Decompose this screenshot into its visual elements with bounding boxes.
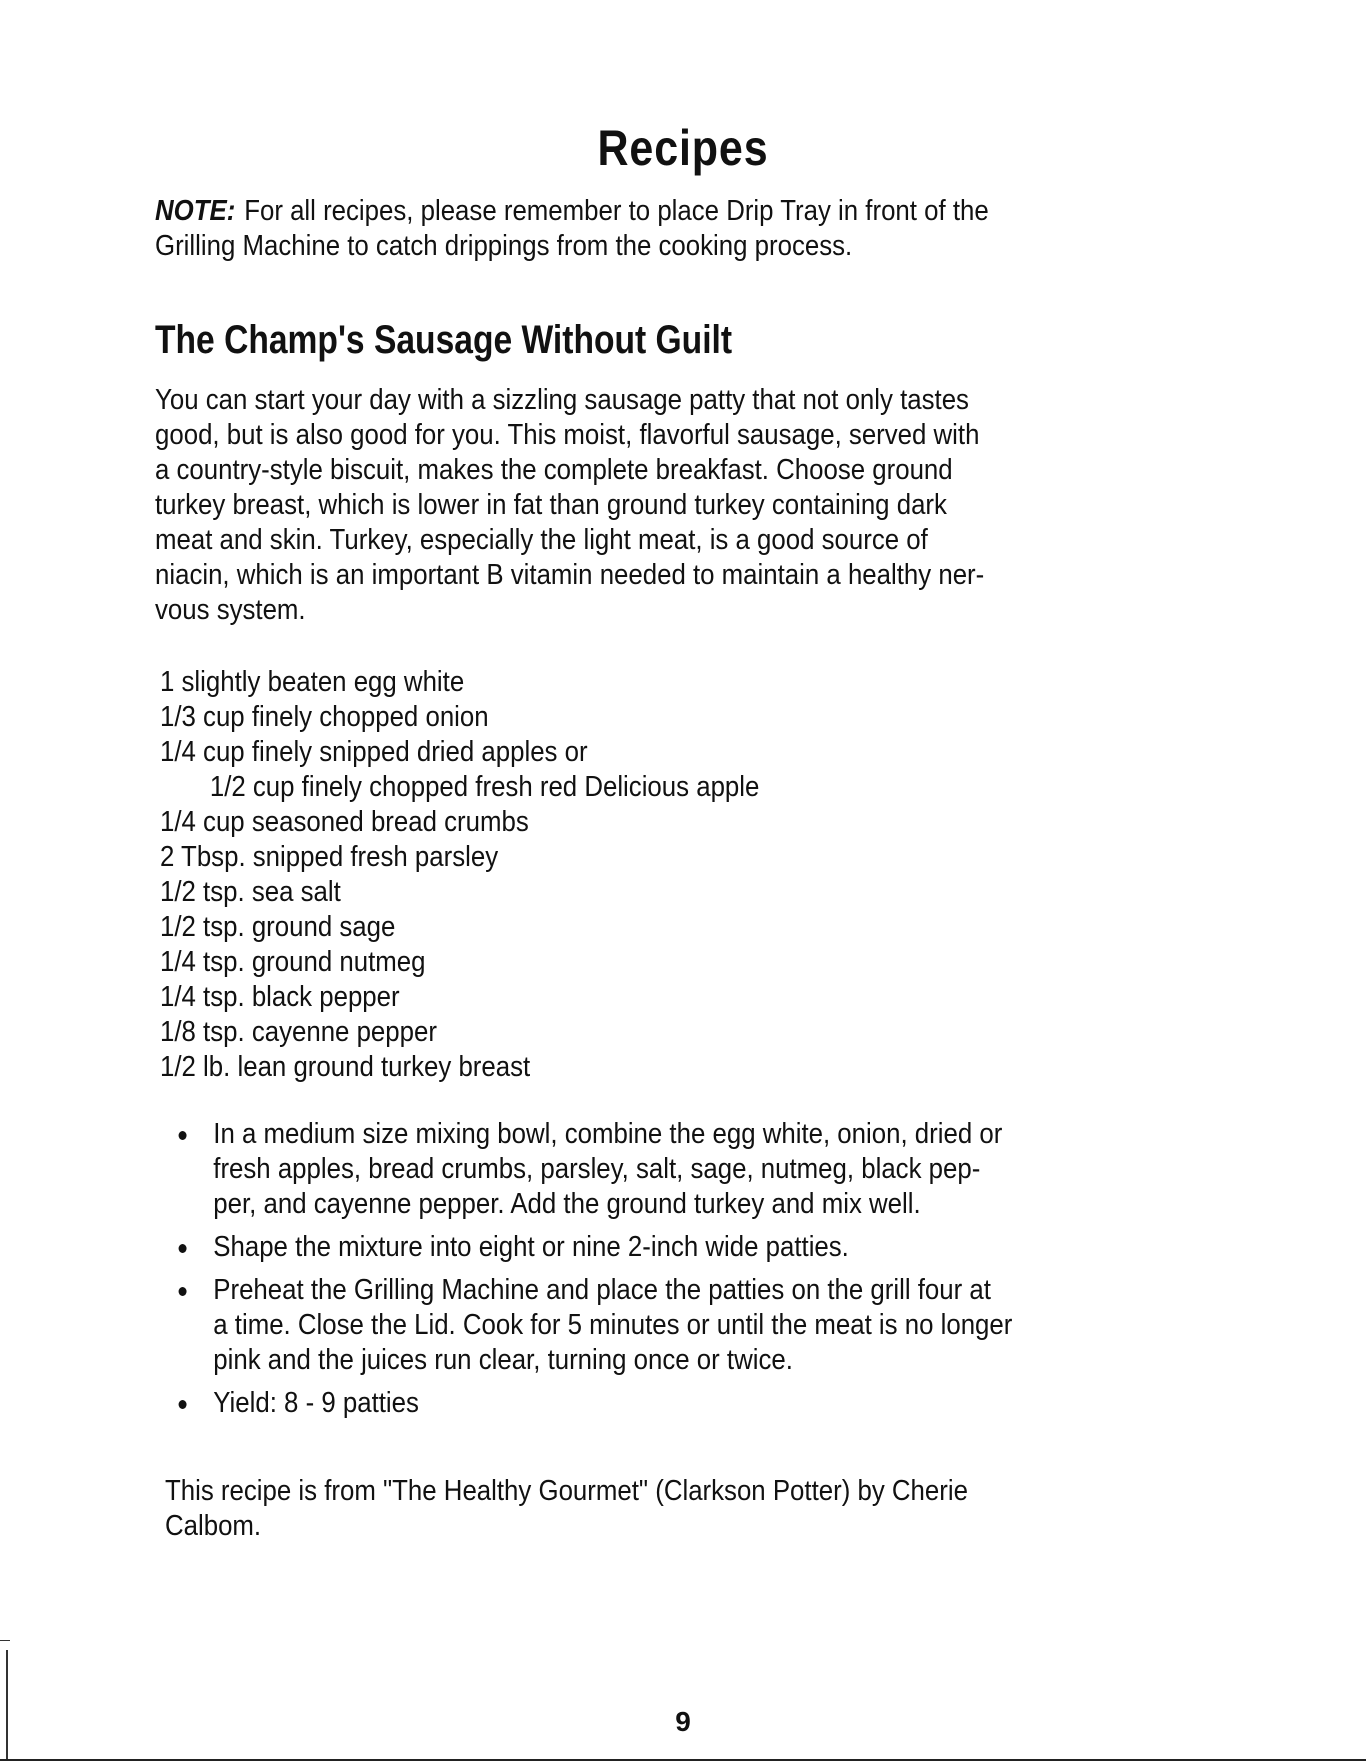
ingredient-item: 1/2 tsp. sea salt <box>160 876 341 908</box>
step-line: a time. Close the Lid. Cook for 5 minutes or until the meat is no longer <box>213 1309 1013 1341</box>
ingredient-item: 1/8 tsp. cayenne pepper <box>160 1016 437 1048</box>
ingredient-list <box>160 665 759 1085</box>
bullet-icon <box>179 1131 187 1140</box>
ingredient-item: 1/4 cup finely snipped dried apples or <box>160 736 588 768</box>
page-title: Recipes <box>597 120 769 176</box>
step-line: Preheat the Grilling Machine and place the patties on the grill four at <box>213 1274 991 1306</box>
bullet-icon <box>179 1287 187 1296</box>
intro-line: turkey breast, which is lower in fat than ground turkey containing dark <box>155 489 947 521</box>
step-line: fresh apples, bread crumbs, parsley, salt, sage, nutmeg, black pep- <box>213 1153 981 1185</box>
intro-line: meat and skin. Turkey, especially the light meat, is a good source of <box>155 524 928 556</box>
step-item <box>175 1230 1012 1265</box>
step-line: Shape the mixture into eight or nine 2-inch wide patties. <box>213 1231 849 1263</box>
ingredient-item: 1/3 cup finely chopped onion <box>160 701 489 733</box>
credit-line: Calbom. <box>165 1510 262 1542</box>
page-number: 9 <box>675 1706 691 1737</box>
ingredient-item: 1/2 tsp. ground sage <box>160 911 396 943</box>
ingredient-item: 1/2 lb. lean ground turkey breast <box>160 1051 531 1083</box>
intro-line: good, but is also good for you. This moist, flavorful sausage, served with <box>155 419 980 451</box>
step-item <box>175 1273 1012 1378</box>
bullet-icon <box>179 1400 187 1409</box>
recipe-credit <box>165 1474 968 1544</box>
step-item <box>175 1117 1012 1222</box>
step-list <box>175 1117 1012 1429</box>
recipe-intro <box>155 383 984 628</box>
bullet-icon <box>179 1244 187 1253</box>
note-line: Grilling Machine to catch drippings from the cooking process. <box>155 230 853 262</box>
scan-edge-left <box>6 1650 8 1761</box>
step-item <box>175 1386 1012 1421</box>
ingredient-item: 1 slightly beaten egg white <box>160 666 465 698</box>
ingredient-item: 1/4 tsp. ground nutmeg <box>160 946 426 978</box>
ingredient-item: 1/2 cup finely chopped fresh red Delicious apple <box>209 771 760 803</box>
note-text: For all recipes, please remember to place Drip Tray in front of the <box>244 195 989 227</box>
step-line: Yield: 8 - 9 patties <box>213 1387 419 1419</box>
note-paragraph <box>155 194 989 264</box>
intro-line: niacin, which is an important B vitamin needed to maintain a healthy ner- <box>155 559 985 591</box>
intro-line: vous system. <box>155 594 306 626</box>
margin-tick-mark <box>0 1640 10 1641</box>
ingredient-item: 1/4 cup seasoned bread crumbs <box>160 806 529 838</box>
step-line: per, and cayenne pepper. Add the ground turkey and mix well. <box>213 1188 921 1220</box>
step-line: pink and the juices run clear, turning once or twice. <box>213 1344 793 1376</box>
intro-line: a country-style biscuit, makes the complete breakfast. Choose ground <box>155 454 953 486</box>
ingredient-item: 1/4 tsp. black pepper <box>160 981 400 1013</box>
note-line <box>155 194 989 229</box>
intro-line: You can start your day with a sizzling sausage patty that not only tastes <box>155 384 969 416</box>
ingredient-item: 2 Tbsp. snipped fresh parsley <box>160 841 499 873</box>
recipe-title: The Champ's Sausage Without Guilt <box>155 318 733 362</box>
note-label: NOTE: <box>155 195 236 227</box>
credit-line: This recipe is from "The Healthy Gourmet" (Clarkson Potter) by Cherie <box>165 1475 968 1507</box>
step-line: In a medium size mixing bowl, combine the egg white, onion, dried or <box>213 1118 1003 1150</box>
